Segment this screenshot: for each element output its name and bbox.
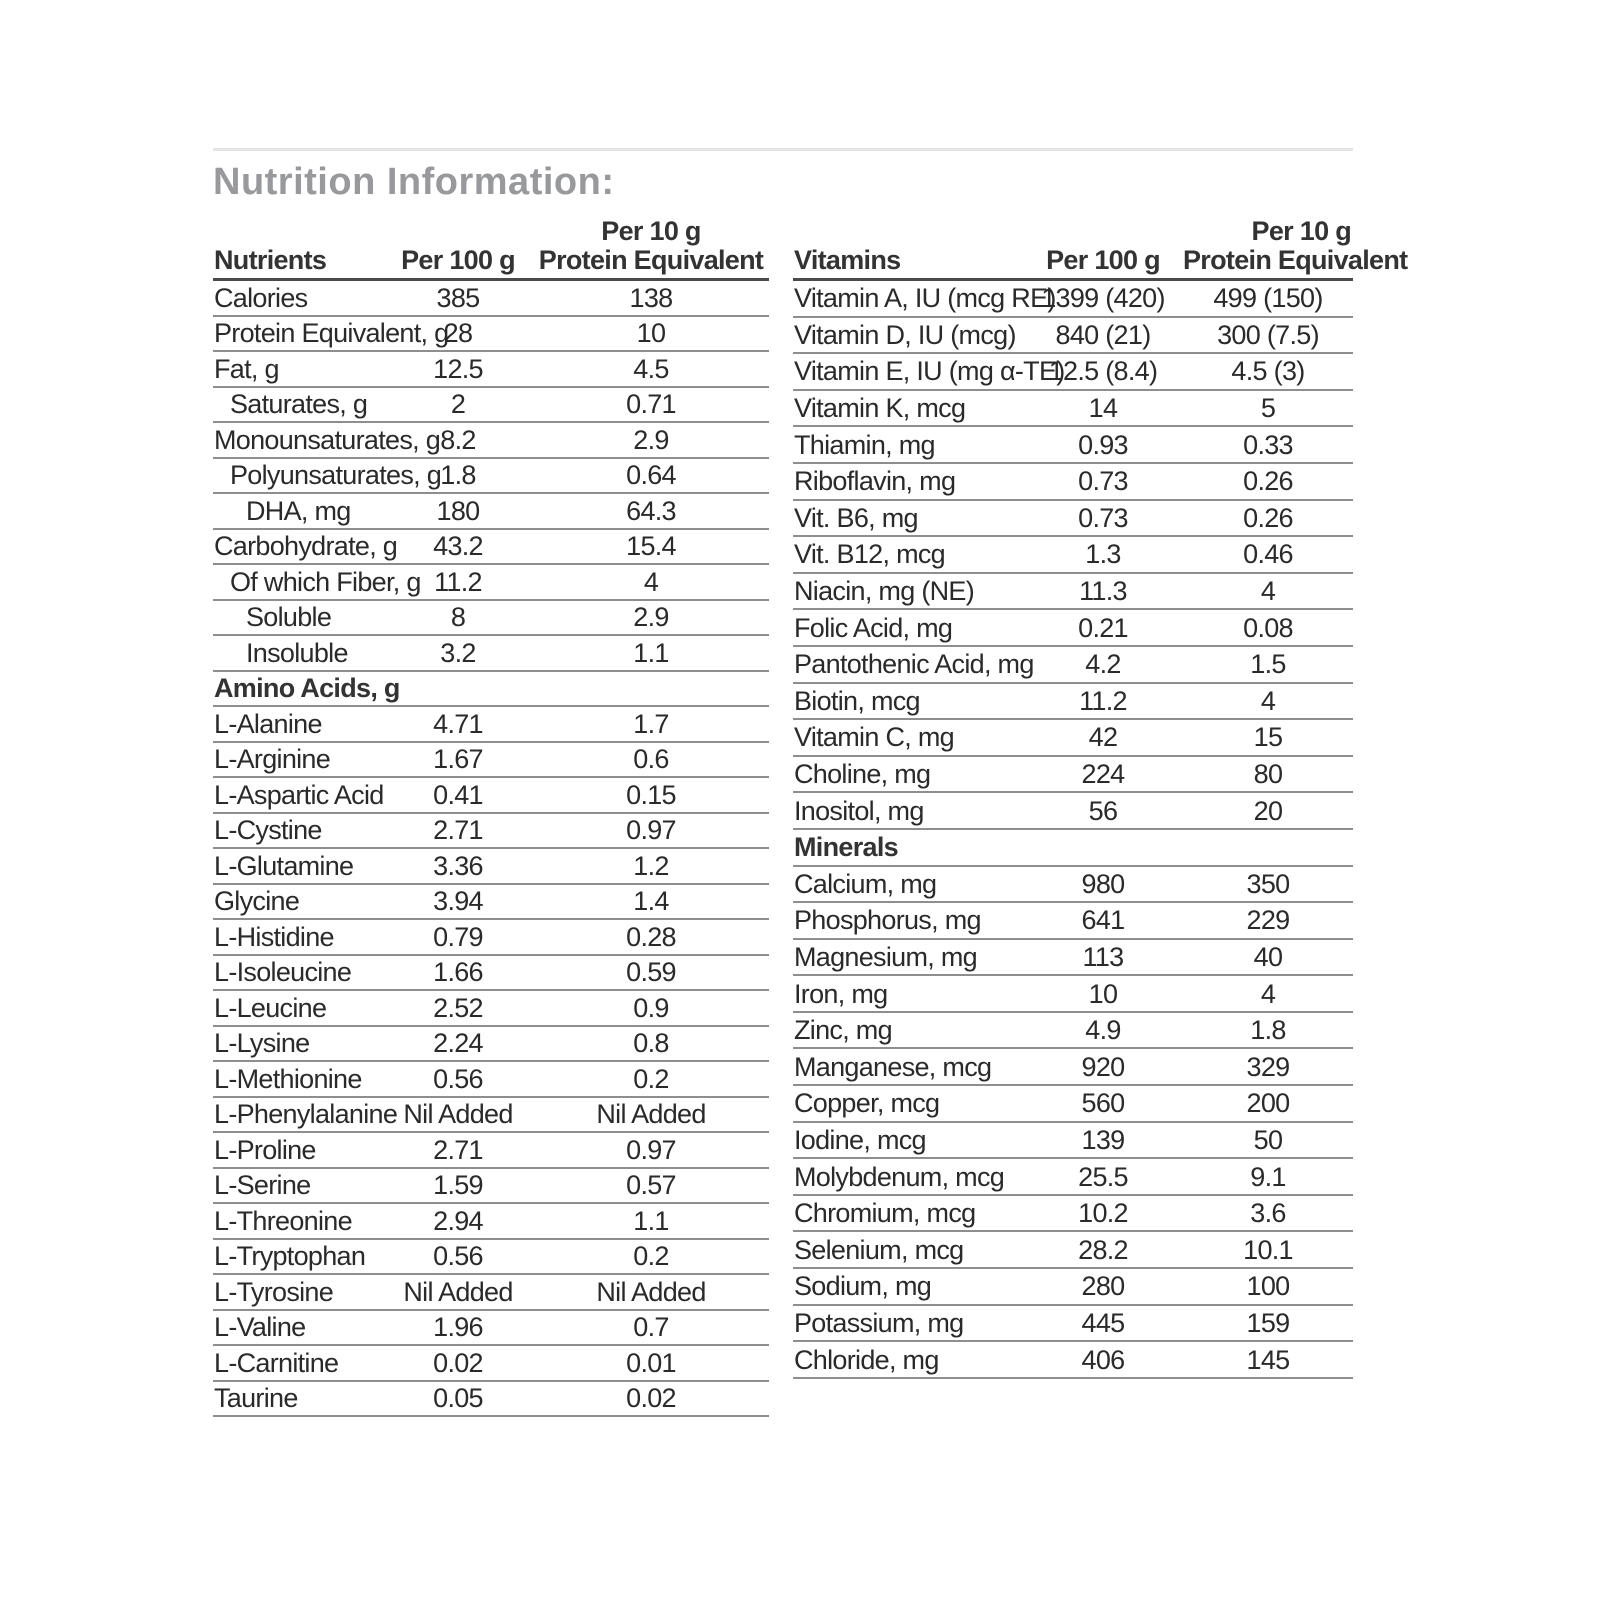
row-label: Vitamin A, IU (mcg RE) bbox=[794, 283, 1056, 314]
per-100g-value: 139 bbox=[1081, 1124, 1125, 1155]
page-title: Nutrition Information: bbox=[213, 161, 615, 203]
table-row bbox=[213, 707, 769, 743]
per-10g-protein-equivalent-value: 1.5 bbox=[1250, 649, 1286, 680]
per-100g-value: 42 bbox=[1088, 722, 1118, 753]
per-10g-protein-equivalent-value: 0.26 bbox=[1243, 466, 1293, 497]
per-100g-value: 4.9 bbox=[1085, 1015, 1121, 1046]
per-100g-value: 641 bbox=[1081, 905, 1125, 936]
per-10g-protein-equivalent-value: 4.5 bbox=[633, 353, 669, 384]
section-header-label: Amino Acids, g bbox=[214, 673, 400, 704]
per-100g-value: 560 bbox=[1081, 1088, 1125, 1119]
row-label: Phosphorus, mg bbox=[794, 905, 981, 936]
per-100g-value: 2.94 bbox=[433, 1205, 483, 1236]
per-10g-protein-equivalent-value: 200 bbox=[1246, 1088, 1290, 1119]
nutrients-table bbox=[213, 217, 769, 1417]
table-row bbox=[793, 1196, 1353, 1233]
table-row bbox=[213, 885, 769, 921]
row-label: L-Lysine bbox=[214, 1028, 310, 1059]
row-label: L-Leucine bbox=[214, 992, 327, 1023]
table-row bbox=[213, 743, 769, 779]
table-row bbox=[793, 1086, 1353, 1123]
row-label: Vitamin E, IU (mg α-TE) bbox=[794, 356, 1065, 387]
table-row bbox=[793, 391, 1353, 428]
per-10g-protein-equivalent-value: 0.57 bbox=[626, 1170, 676, 1201]
per-100g-value: 8 bbox=[450, 602, 466, 633]
per-100g-value: 0.73 bbox=[1078, 466, 1128, 497]
table-row bbox=[793, 867, 1353, 904]
table-row bbox=[213, 1382, 769, 1418]
vitamins-minerals-table bbox=[793, 216, 1408, 1417]
table-row bbox=[213, 1311, 769, 1347]
table-row bbox=[213, 814, 769, 850]
per-100g-value: Nil Added bbox=[403, 1099, 513, 1130]
table-row bbox=[793, 610, 1353, 647]
row-label: Choline, mg bbox=[794, 759, 931, 790]
per-10g-protein-equivalent-value: 0.8 bbox=[633, 1028, 669, 1059]
per-100g-value: 43.2 bbox=[433, 531, 483, 562]
per-100g-value: 4.71 bbox=[433, 708, 483, 739]
per-100g-value: 10 bbox=[1088, 978, 1118, 1009]
row-label: Molybdenum, mcg bbox=[794, 1161, 1005, 1192]
protein-equivalent-line: Protein Equivalent bbox=[538, 245, 764, 275]
table-row bbox=[213, 281, 769, 317]
row-label: Of which Fiber, g bbox=[230, 566, 421, 597]
table-row bbox=[793, 976, 1353, 1013]
row-label: Manganese, mcg bbox=[794, 1051, 992, 1082]
table-row bbox=[213, 352, 769, 388]
per-10g-protein-equivalent-value: 499 (150) bbox=[1213, 283, 1323, 314]
row-label: L-Phenylalanine bbox=[214, 1099, 398, 1130]
table-row bbox=[793, 1342, 1353, 1379]
per-10g-protein-equivalent-value: 1.1 bbox=[633, 1205, 669, 1236]
per-10g-protein-equivalent-value: 2.9 bbox=[633, 602, 669, 633]
table-row bbox=[213, 636, 769, 672]
table-row bbox=[793, 684, 1353, 721]
table-row bbox=[213, 1027, 769, 1063]
table-row bbox=[793, 1049, 1353, 1086]
per-100g-value: 920 bbox=[1081, 1051, 1125, 1082]
per-10g-protein-equivalent-value: 0.02 bbox=[626, 1383, 676, 1414]
row-label: Soluble bbox=[246, 602, 332, 633]
per-100g-value: 0.05 bbox=[433, 1383, 483, 1414]
top-divider bbox=[213, 148, 1353, 151]
row-label: L-Alanine bbox=[214, 708, 322, 739]
per-10g-protein-equivalent-value: 0.6 bbox=[633, 744, 669, 775]
per-10g-protein-equivalent-value: Nil Added bbox=[596, 1276, 706, 1307]
per-100g-value: 3.2 bbox=[440, 637, 476, 668]
table-row bbox=[213, 849, 769, 885]
table-row bbox=[213, 423, 769, 459]
per-100g-value: 445 bbox=[1081, 1307, 1125, 1338]
per-100g-value: 2.52 bbox=[433, 992, 483, 1023]
row-label: L-Tyrosine bbox=[214, 1276, 334, 1307]
per-100g-value: 840 (21) bbox=[1055, 319, 1151, 350]
per-10g-protein-equivalent-value: 1.7 bbox=[633, 708, 669, 739]
row-label: L-Isoleucine bbox=[214, 957, 352, 988]
row-label: L-Aspartic Acid bbox=[214, 779, 384, 810]
row-label: Insoluble bbox=[246, 637, 348, 668]
column-header-nutrients: Nutrients bbox=[214, 245, 327, 275]
per-10g-protein-equivalent-value: 10 bbox=[636, 318, 666, 349]
table-row bbox=[793, 574, 1353, 611]
row-label: L-Threonine bbox=[214, 1205, 352, 1236]
per-10g-protein-equivalent-value: 100 bbox=[1246, 1271, 1290, 1302]
row-label: Potassium, mg bbox=[794, 1307, 964, 1338]
table-row bbox=[213, 601, 769, 637]
per-10g-protein-equivalent-value: 300 (7.5) bbox=[1217, 319, 1319, 350]
row-label: Copper, mcg bbox=[794, 1088, 940, 1119]
table-row bbox=[213, 565, 769, 601]
per-10g-protein-equivalent-value: 138 bbox=[629, 282, 673, 313]
row-label: Iron, mg bbox=[794, 978, 888, 1009]
per-100g-value: 56 bbox=[1088, 795, 1118, 826]
per-100g-value: 1.59 bbox=[433, 1170, 483, 1201]
per-10g-line: Per 10 g bbox=[1251, 216, 1351, 246]
per-10g-protein-equivalent-value: 0.15 bbox=[626, 779, 676, 810]
column-header-per-100g: Per 100 g bbox=[1046, 245, 1160, 275]
per-10g-protein-equivalent-value: 145 bbox=[1246, 1344, 1290, 1375]
per-10g-protein-equivalent-value: 0.2 bbox=[633, 1241, 669, 1272]
table-row bbox=[793, 1159, 1353, 1196]
table-row bbox=[213, 317, 769, 353]
per-10g-protein-equivalent-value: 350 bbox=[1246, 868, 1290, 899]
section-header-row bbox=[213, 672, 769, 708]
table-row bbox=[213, 1133, 769, 1169]
section-header-row bbox=[793, 830, 1353, 867]
per-100g-value: 4.2 bbox=[1085, 649, 1121, 680]
row-label: Pantothenic Acid, mg bbox=[794, 649, 1034, 680]
row-label: Glycine bbox=[214, 886, 300, 917]
table-row bbox=[793, 1269, 1353, 1306]
row-label: Polyunsaturates, g bbox=[230, 460, 442, 491]
per-100g-value: 406 bbox=[1081, 1344, 1125, 1375]
per-10g-protein-equivalent-value: 4.5 (3) bbox=[1231, 356, 1305, 387]
per-100g-value: 2.71 bbox=[433, 1134, 483, 1165]
row-label: L-Proline bbox=[214, 1134, 316, 1165]
row-label: Carbohydrate, g bbox=[214, 531, 398, 562]
per-100g-value: 113 bbox=[1082, 941, 1124, 972]
row-label: Vitamin C, mg bbox=[794, 722, 954, 753]
row-label: Magnesium, mg bbox=[794, 941, 977, 972]
per-10g-protein-equivalent-value: 3.6 bbox=[1250, 1198, 1286, 1229]
per-100g-value: 2.24 bbox=[433, 1028, 483, 1059]
table-row bbox=[213, 778, 769, 814]
per-10g-protein-equivalent-value: 0.26 bbox=[1243, 502, 1293, 533]
column-header-per-100g: Per 100 g bbox=[401, 245, 515, 275]
table-row bbox=[213, 1169, 769, 1205]
protein-equivalent-line: Protein Equivalent bbox=[1183, 245, 1408, 275]
per-100g-value: 11.3 bbox=[1079, 576, 1127, 607]
per-100g-value: 385 bbox=[436, 282, 480, 313]
per-10g-protein-equivalent-value: 40 bbox=[1253, 941, 1283, 972]
row-label: Niacin, mg (NE) bbox=[794, 576, 975, 607]
table-row bbox=[793, 757, 1353, 794]
per-100g-value: 0.41 bbox=[433, 779, 483, 810]
per-100g-value: 0.93 bbox=[1078, 429, 1128, 460]
per-100g-value: Nil Added bbox=[403, 1276, 513, 1307]
per-10g-protein-equivalent-value: 50 bbox=[1253, 1124, 1283, 1155]
per-10g-protein-equivalent-value: 329 bbox=[1246, 1051, 1290, 1082]
table-row bbox=[793, 940, 1353, 977]
per-100g-value: 1.3 bbox=[1085, 539, 1121, 570]
per-100g-value: 0.79 bbox=[433, 921, 483, 952]
per-10g-protein-equivalent-value: 15 bbox=[1253, 722, 1283, 753]
row-label: Biotin, mcg bbox=[794, 685, 920, 716]
per-10g-line: Per 10 g bbox=[601, 216, 701, 246]
per-10g-protein-equivalent-value: 0.46 bbox=[1243, 539, 1293, 570]
table-row bbox=[213, 494, 769, 530]
per-10g-protein-equivalent-value: 0.71 bbox=[626, 389, 676, 420]
per-100g-value: 0.56 bbox=[433, 1241, 483, 1272]
per-100g-value: 25.5 bbox=[1078, 1161, 1128, 1192]
table-row bbox=[213, 991, 769, 1027]
per-10g-protein-equivalent-value: 159 bbox=[1246, 1307, 1290, 1338]
per-100g-value: 12.5 bbox=[433, 353, 483, 384]
per-10g-protein-equivalent-value: 80 bbox=[1253, 759, 1283, 790]
table-row bbox=[213, 1098, 769, 1134]
per-10g-protein-equivalent-value: 0.2 bbox=[633, 1063, 669, 1094]
column-header-per-10g-protein-equivalent bbox=[1183, 216, 1408, 275]
row-label: Saturates, g bbox=[230, 389, 368, 420]
per-10g-protein-equivalent-value: 229 bbox=[1246, 905, 1290, 936]
per-10g-protein-equivalent-value: 4 bbox=[1260, 576, 1276, 607]
per-10g-protein-equivalent-value: 1.4 bbox=[633, 886, 669, 917]
row-label: L-Glutamine bbox=[214, 850, 354, 881]
row-label: Vitamin D, IU (mcg) bbox=[794, 319, 1016, 350]
row-label: Zinc, mg bbox=[794, 1015, 892, 1046]
vitamins-minerals-table-body bbox=[793, 281, 1353, 1379]
per-100g-value: 1.66 bbox=[433, 957, 483, 988]
row-label: Chloride, mg bbox=[794, 1344, 939, 1375]
table-row bbox=[213, 459, 769, 495]
per-10g-protein-equivalent-value: 64.3 bbox=[626, 495, 676, 526]
table-row bbox=[793, 1306, 1353, 1343]
row-label: Chromium, mcg bbox=[794, 1198, 976, 1229]
per-10g-protein-equivalent-value: 0.01 bbox=[626, 1347, 676, 1378]
table-row bbox=[793, 903, 1353, 940]
row-label: DHA, mg bbox=[246, 495, 351, 526]
per-10g-protein-equivalent-value: 0.33 bbox=[1243, 429, 1293, 460]
tables-container bbox=[213, 216, 1408, 1417]
column-header-per-10g-protein-equivalent bbox=[533, 217, 769, 275]
table-row bbox=[213, 1204, 769, 1240]
row-label: L-Tryptophan bbox=[214, 1241, 366, 1272]
table-row bbox=[213, 1275, 769, 1311]
per-10g-protein-equivalent-value: 9.1 bbox=[1250, 1161, 1286, 1192]
per-100g-value: 1.67 bbox=[433, 744, 483, 775]
row-label: Thiamin, mg bbox=[794, 429, 935, 460]
per-10g-protein-equivalent-value: 0.97 bbox=[626, 1134, 676, 1165]
row-label: Selenium, mcg bbox=[794, 1234, 964, 1265]
table-row bbox=[793, 354, 1353, 391]
per-100g-value: 0.21 bbox=[1078, 612, 1128, 643]
per-100g-value: 1.96 bbox=[433, 1312, 483, 1343]
table-row bbox=[213, 956, 769, 992]
per-10g-protein-equivalent-value: 1.2 bbox=[633, 850, 669, 881]
per-100g-value: 2.71 bbox=[433, 815, 483, 846]
per-10g-protein-equivalent-value: 0.28 bbox=[626, 921, 676, 952]
table-row bbox=[793, 1232, 1353, 1269]
table-row bbox=[793, 427, 1353, 464]
row-label: Inositol, mg bbox=[794, 795, 924, 826]
row-label: L-Serine bbox=[214, 1170, 311, 1201]
row-label: Fat, g bbox=[214, 353, 279, 384]
row-label: Calcium, mg bbox=[794, 868, 937, 899]
per-100g-value: 180 bbox=[436, 495, 480, 526]
row-label: Calories bbox=[214, 282, 308, 313]
row-label: L-Cystine bbox=[214, 815, 322, 846]
table-row bbox=[793, 501, 1353, 538]
per-10g-protein-equivalent-value: 4 bbox=[1260, 685, 1276, 716]
table-row bbox=[793, 1123, 1353, 1160]
table-row bbox=[793, 647, 1353, 684]
per-10g-protein-equivalent-value: 2.9 bbox=[633, 424, 669, 455]
row-label: Vit. B12, mcg bbox=[794, 539, 945, 570]
per-100g-value: 11.2 bbox=[1079, 685, 1127, 716]
per-100g-value: 8.2 bbox=[440, 424, 476, 455]
row-label: L-Histidine bbox=[214, 921, 334, 952]
per-10g-protein-equivalent-value: 1.8 bbox=[1250, 1015, 1286, 1046]
per-100g-value: 0.56 bbox=[433, 1063, 483, 1094]
row-label: Iodine, mcg bbox=[794, 1124, 926, 1155]
row-label: L-Carnitine bbox=[214, 1347, 339, 1378]
vitamins-table-header bbox=[793, 216, 1408, 281]
row-label: Riboflavin, mg bbox=[794, 466, 956, 497]
per-100g-value: 0.73 bbox=[1078, 502, 1128, 533]
per-100g-value: 1.8 bbox=[440, 460, 476, 491]
table-row bbox=[793, 793, 1353, 830]
row-label: Protein Equivalent, g bbox=[214, 318, 449, 349]
per-10g-protein-equivalent-value: 4 bbox=[1260, 978, 1276, 1009]
per-100g-value: 12.5 (8.4) bbox=[1048, 356, 1158, 387]
per-10g-protein-equivalent-value: 0.9 bbox=[633, 992, 669, 1023]
table-row bbox=[213, 388, 769, 424]
per-10g-protein-equivalent-value: 4 bbox=[643, 566, 659, 597]
per-100g-value: 3.36 bbox=[433, 850, 483, 881]
row-label: L-Valine bbox=[214, 1312, 306, 1343]
per-100g-value: 1399 (420) bbox=[1041, 283, 1165, 314]
per-10g-protein-equivalent-value: 1.1 bbox=[633, 637, 669, 668]
row-label: Sodium, mg bbox=[794, 1271, 932, 1302]
row-label: L-Arginine bbox=[214, 744, 331, 775]
per-100g-value: 28.2 bbox=[1078, 1234, 1128, 1265]
per-100g-value: 224 bbox=[1081, 759, 1125, 790]
table-row bbox=[793, 318, 1353, 355]
per-100g-value: 280 bbox=[1081, 1271, 1125, 1302]
table-row bbox=[213, 1062, 769, 1098]
section-header-label: Minerals bbox=[794, 832, 898, 863]
table-row bbox=[793, 537, 1353, 574]
per-10g-protein-equivalent-value: 20 bbox=[1253, 795, 1283, 826]
per-10g-protein-equivalent-value: 15.4 bbox=[626, 531, 676, 562]
per-10g-protein-equivalent-value: 0.7 bbox=[633, 1312, 669, 1343]
table-row bbox=[213, 530, 769, 566]
row-label: Monounsaturates, g bbox=[214, 424, 441, 455]
per-10g-protein-equivalent-value: 5 bbox=[1260, 393, 1276, 424]
nutrients-table-header bbox=[213, 217, 769, 281]
table-row bbox=[793, 720, 1353, 757]
per-10g-protein-equivalent-value: 0.64 bbox=[626, 460, 676, 491]
table-row bbox=[213, 1240, 769, 1276]
per-100g-value: 3.94 bbox=[433, 886, 483, 917]
row-label: Vit. B6, mg bbox=[794, 502, 918, 533]
table-row bbox=[793, 281, 1353, 318]
nutrients-table-body bbox=[213, 281, 769, 1417]
row-label: L-Methionine bbox=[214, 1063, 362, 1094]
per-10g-protein-equivalent-value: Nil Added bbox=[596, 1099, 706, 1130]
per-100g-value: 14 bbox=[1088, 393, 1118, 424]
row-label: Folic Acid, mg bbox=[794, 612, 953, 643]
per-100g-value: 980 bbox=[1081, 868, 1125, 899]
per-10g-protein-equivalent-value: 10.1 bbox=[1243, 1234, 1293, 1265]
table-row bbox=[793, 464, 1353, 501]
per-100g-value: 0.02 bbox=[433, 1347, 483, 1378]
per-100g-value: 11.2 bbox=[434, 566, 482, 597]
table-row bbox=[213, 920, 769, 956]
per-10g-protein-equivalent-value: 0.59 bbox=[626, 957, 676, 988]
row-label: Vitamin K, mcg bbox=[794, 393, 966, 424]
table-row bbox=[793, 1013, 1353, 1050]
per-10g-protein-equivalent-value: 0.08 bbox=[1243, 612, 1293, 643]
row-label: Taurine bbox=[214, 1383, 298, 1414]
per-100g-value: 2 bbox=[450, 389, 466, 420]
column-header-vitamins: Vitamins bbox=[794, 245, 901, 275]
table-row bbox=[213, 1346, 769, 1382]
nutrition-panel bbox=[213, 148, 1408, 1417]
per-100g-value: 28 bbox=[443, 318, 473, 349]
per-10g-protein-equivalent-value: 0.97 bbox=[626, 815, 676, 846]
per-100g-value: 10.2 bbox=[1078, 1198, 1128, 1229]
